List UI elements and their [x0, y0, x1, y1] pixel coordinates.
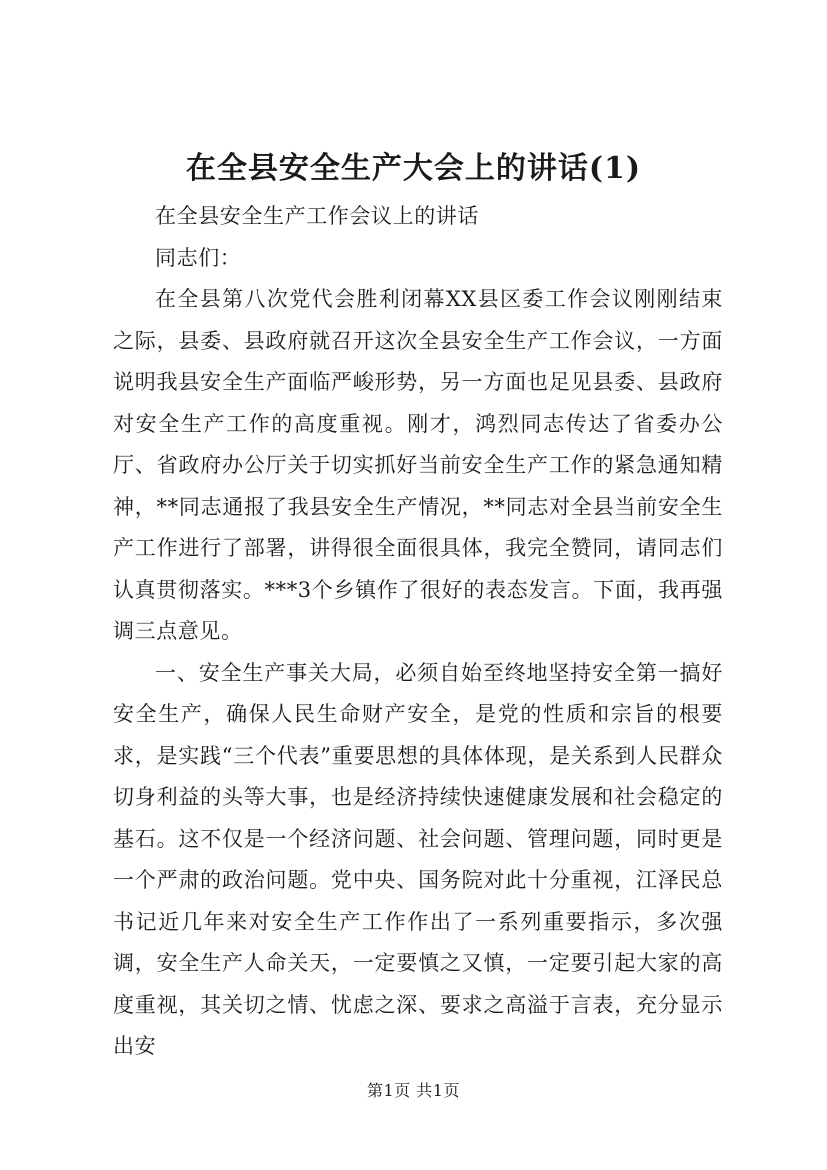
paragraph-intro: 在全县第八次党代会胜利闭幕XX县区委工作会议刚刚结束之际，县委、县政府就召开这次全县安全生产工作会议，一方面说明我县安全生产面临严峻形势，另一方面也足见县委、县政府对安全生产工作的高度重视。刚才，鸿烈同志传达了省委办公厅、省政府办公厅关于切实抓好当前安全生产工作的紧急通知精神，**同志通报了我县安全生产情况，**同志对全县当前安全生产工作进行了部署，讲得很全面很具体，我完全赞同，请同志们认真贯彻落实。***3个乡镇作了很好的表态发言。下面，我再强调三点意见。	[113, 287, 723, 643]
document-body	[113, 196, 723, 1068]
document-title: 在全县安全生产大会上的讲话(1)	[185, 151, 642, 186]
document-subtitle: 在全县安全生产工作会议上的讲话	[155, 204, 479, 228]
salutation: 同志们：	[155, 245, 242, 270]
page-footer: 第1页 共1页	[367, 1081, 460, 1100]
paragraph-point-one: 一、安全生产事关大局，必须自始至终地坚持安全第一搞好安全生产，确保人民生命财产安全，是党的性质和宗旨的根要求，是实践“三个代表”重要思想的具体体现，是关系到人民群众切身利益的头等大事，也是经济持续快速健康发展和社会稳定的基石。这不仅是一个经济问题、社会问题、管理问题，同时更是一个严肃的政治问题。党中央、国务院对此十分重视，江泽民总书记近几年来对安全生产工作作出了一系列重要指示，多次强调，安全生产人命关天，一定要慎之又慎，一定要引起大家的高度重视，其关切之情、忧虑之深、要求之高溢于言表，充分显示出安	[113, 660, 723, 1058]
